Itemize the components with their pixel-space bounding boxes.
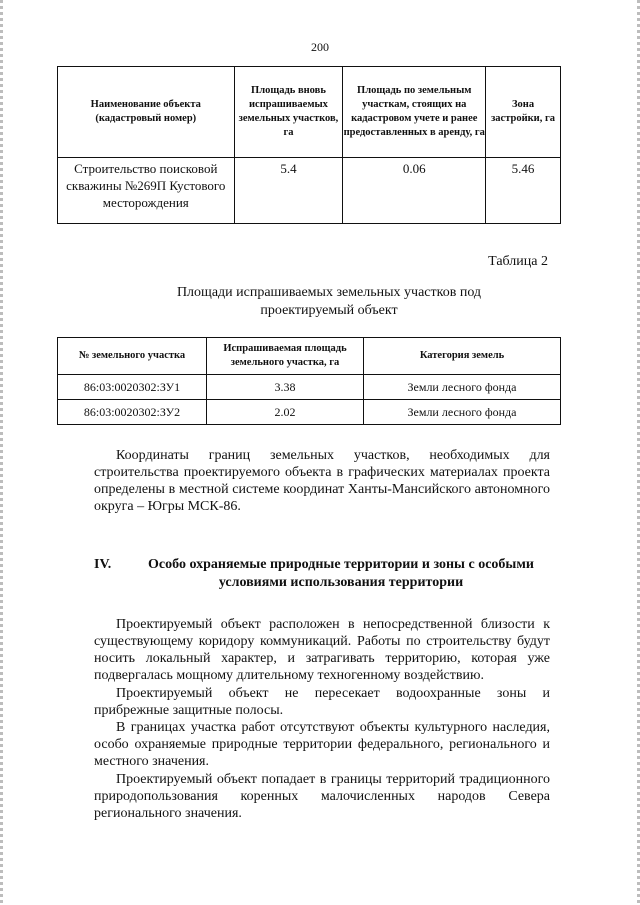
table-header-cell: № земельного участка [58, 338, 207, 375]
table-title: Площади испрашиваемых земельных участков под проектируемый объект [176, 285, 482, 318]
table-row [58, 158, 561, 224]
table-header-cell: Наименование объекта (кадастровый номер) [58, 67, 235, 158]
table-cell: Земли лесного фонда [364, 375, 561, 400]
land-area-table [57, 66, 561, 224]
table-cell: 0.06 [343, 158, 486, 224]
table-cell: 2.02 [207, 400, 364, 425]
table-header-cell: Зона застройки, га [486, 67, 561, 158]
body-paragraph: В границах участка работ отсутствуют объекты культурного наследия, особо охраняемые природные территории федерального, регионального и местного значения. [94, 720, 550, 769]
table-label: Таблица 2 [488, 254, 548, 269]
table-cell: 86:03:0020302:ЗУ2 [58, 400, 207, 425]
table-cell: Строительство поисковой скважины №269П Кустового месторождения [58, 158, 235, 224]
body-paragraph: Проектируемый объект расположен в непосредственной близости к существующему коридору коммуникаций. Работы по строительству будут носить локальный характер, и затрагивать территорию, которая уже подвергалась мощному длительному техногенному воздействию. [94, 617, 550, 683]
table-header-row [58, 338, 561, 375]
parcels-table [57, 337, 561, 425]
section-heading [94, 556, 550, 592]
table-header-cell: Площадь по земельным участкам, стоящих на кадастровом учете и ранее предоставленных в аренду, га [343, 67, 486, 158]
table-cell: 5.4 [234, 158, 343, 224]
table-header-cell: Испрашиваемая площадь земельного участка, га [207, 338, 364, 375]
table-cell: 86:03:0020302:ЗУ1 [58, 375, 207, 400]
table-cell: Земли лесного фонда [364, 400, 561, 425]
body-paragraph: Проектируемый объект попадает в границы территорий традиционного природопользования коренных малочисленных народов Севера регионального значения. [94, 772, 550, 821]
table-header-cell: Категория земель [364, 338, 561, 375]
section-number: IV. [94, 557, 112, 572]
body-paragraph: Проектируемый объект не пересекает водоохранные зоны и прибрежные защитные полосы. [94, 686, 550, 718]
table-header-cell: Площадь вновь испрашиваемых земельных участков, га [234, 67, 343, 158]
table-row [58, 375, 561, 400]
page-number: 200 [311, 40, 329, 54]
table-cell: 3.38 [207, 375, 364, 400]
scan-edge-left [0, 0, 3, 905]
section-title: Особо охраняемые природные территории и зоны с особыми условиями использования территории [148, 557, 534, 590]
coordinates-paragraph: Координаты границ земельных участков, необходимых для строительства проектируемого объекта в графических материалах проекта определены в местной системе координат Ханты-Мансийского автономного округа – Югры МСК-86. [94, 448, 550, 514]
table-cell: 5.46 [486, 158, 561, 224]
table-row [58, 400, 561, 425]
table-header-row [58, 67, 561, 158]
